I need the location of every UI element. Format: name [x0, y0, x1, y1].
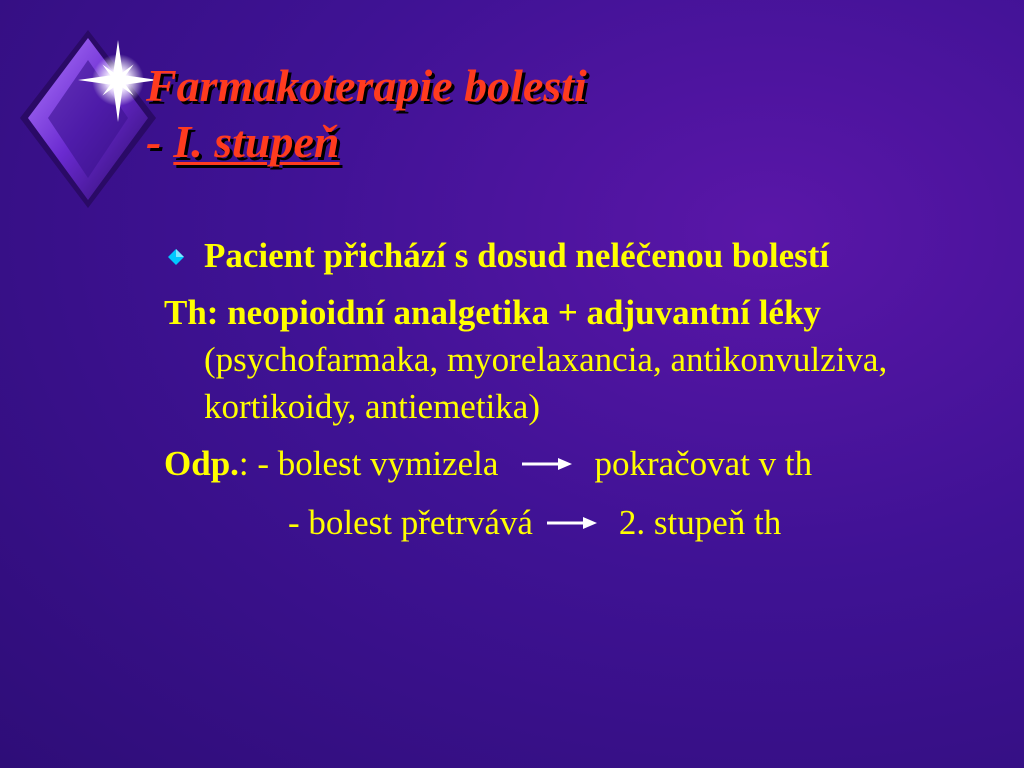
response-result-1: pokračovat v th	[594, 444, 813, 483]
bullet-paragraph	[164, 232, 994, 279]
title-line-2	[146, 114, 587, 170]
response-label-suffix: :	[238, 444, 249, 483]
therapy-bold-text: Th: neopioidní analgetika + adjuvantní léky	[164, 293, 821, 332]
therapy-normal-text: (psychofarmaka, myorelaxancia, antikonvulziva, kortikoidy, antiemetika)	[204, 340, 888, 426]
title-line-1: Farmakoterapie bolesti	[146, 60, 587, 111]
arrow-right-icon	[522, 456, 572, 472]
response-condition-1: - bolest vymizela	[248, 444, 499, 483]
response-label: Odp.	[164, 444, 239, 483]
slide-content	[164, 232, 994, 546]
response-row-2	[164, 499, 994, 546]
response-result-2: 2. stupeň th	[618, 503, 782, 542]
arrow-right-icon	[547, 515, 597, 531]
response-condition-2: - bolest přetrvává	[288, 503, 533, 542]
therapy-paragraph	[164, 289, 994, 430]
bullet-text: Pacient přichází s dosud neléčenou bolestí	[204, 236, 830, 275]
title-dash: -	[146, 116, 162, 167]
title-stage: I. stupeň	[173, 116, 340, 167]
response-row-1	[164, 440, 994, 487]
diamond-bullet-icon	[168, 249, 184, 265]
slide-title	[146, 58, 587, 170]
